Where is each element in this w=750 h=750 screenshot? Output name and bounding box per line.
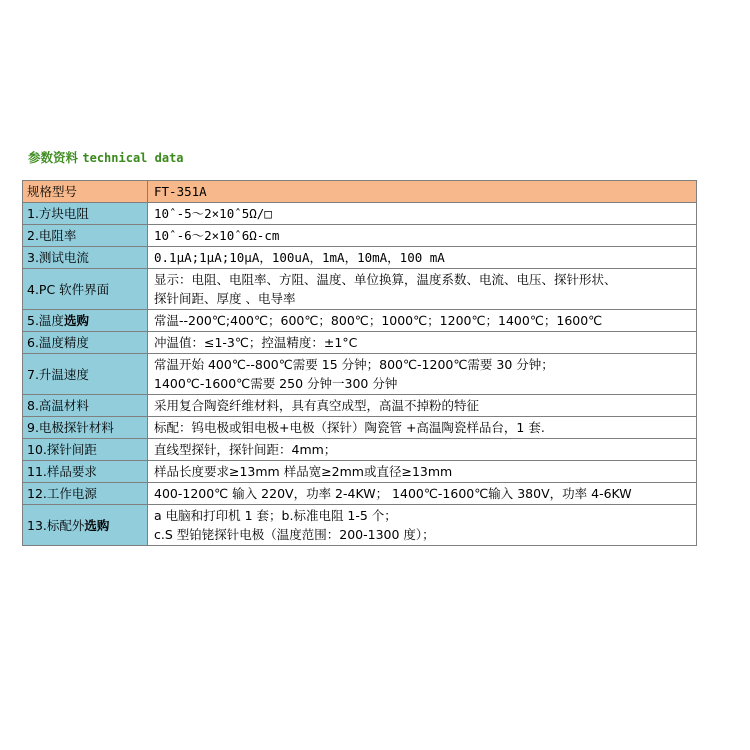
title-zh: 参数资料 [28,150,79,165]
spec-label: 12.工作电源 [23,483,148,505]
spec-row-pc-software [23,269,697,310]
spec-value-line: 样品长度要求≥13mm 样品宽≥2mm或直径≥13mm [154,464,453,479]
spec-value-line: 400-1200℃ 输入 220V，功率 2-4KW； 1400℃-1600℃输入 380V，功率 4-6KW [154,486,632,501]
spec-label-bold: 选购 [84,517,110,533]
spec-label [23,505,148,546]
spec-value [148,439,697,461]
spec-row-sample-requirements [23,461,697,483]
spec-value [148,395,697,417]
spec-value [148,505,697,546]
spec-row-sheet-resistance [23,203,697,225]
spec-label: 9.电极探针材料 [23,417,148,439]
title-en: technical data [82,151,184,165]
spec-label [23,310,148,332]
spec-label: 8.高温材料 [23,395,148,417]
spec-value-line: 0.1μA;1μA;10μA，100uA，1mA，10mA，100 mA [154,250,445,265]
spec-value-line: 探针间距、厚度 、电导率 [154,291,296,306]
spec-row-heating-speed [23,354,697,395]
spec-value [148,332,697,354]
spec-value-line: 1400℃-1600℃需要 250 分钟一300 分钟 [154,376,398,391]
spec-value-line: 显示：电阻、电阻率、方阻、温度、单位换算，温度系数、电流、电压、探针形状、 [154,272,617,287]
spec-value [148,203,697,225]
spec-value [148,269,697,310]
spec-value-line: 10ˆ-6～2×10ˆ6Ω-cm [154,228,280,243]
spec-label-text: 5.温度 [27,313,64,328]
spec-row-power-supply [23,483,697,505]
spec-value [148,483,697,505]
spec-label: 4.PC 软件界面 [23,269,148,310]
spec-value [148,354,697,395]
spec-row-test-current [23,247,697,269]
spec-value-line: c.S 型铂铑探针电极（温度范围：200-1300 度）； [154,527,435,542]
header-label: 规格型号 [23,181,148,203]
spec-label-text: 13.标配外 [27,517,85,533]
spec-label: 1.方块电阻 [23,203,148,225]
spec-value [148,461,697,483]
spec-label: 11.样品要求 [23,461,148,483]
spec-value [148,310,697,332]
spec-value [148,225,697,247]
spec-value-line: 冲温值：≤1-3℃；控温精度：±1°C [154,335,358,350]
spec-header-row [23,181,697,203]
spec-row-temperature-accuracy [23,332,697,354]
spec-label: 10.探针间距 [23,439,148,461]
spec-label: 2.电阻率 [23,225,148,247]
document-title [28,148,184,166]
spec-label-bold: 选购 [63,313,89,328]
spec-label: 6.温度精度 [23,332,148,354]
spec-row-temperature-option [23,310,697,332]
spec-value-line: 10ˆ-5～2×10ˆ5Ω/□ [154,206,272,221]
spec-label: 3.测试电流 [23,247,148,269]
spec-table [22,180,697,546]
spec-row-probe-spacing [23,439,697,461]
spec-value-line: 常温开始 400℃--800℃需要 15 分钟；800℃-1200℃需要 30 分钟； [154,357,554,372]
spec-value-line: a 电脑和打印机 1 套；b.标准电阻 1-5 个； [154,508,397,523]
spec-value-line: 标配：钨电极或钼电极+电极（探针）陶瓷管 +高温陶瓷样品台，1 套. [154,420,545,435]
spec-row-high-temp-material [23,395,697,417]
spec-value [148,417,697,439]
spec-value-line: 直线型探针，探针间距：4mm； [154,442,337,457]
spec-value-line: 常温--200℃;400℃；600℃；800℃；1000℃；1200℃；1400℃；1600℃ [154,313,603,328]
header-value: FT-351A [148,181,697,203]
spec-row-resistivity [23,225,697,247]
spec-row-electrode-material [23,417,697,439]
spec-row-optional-extras [23,505,697,546]
spec-label: 7.升温速度 [23,354,148,395]
spec-value [148,247,697,269]
spec-value-line: 采用复合陶瓷纤维材料，具有真空成型，高温不掉粉的特征 [154,398,480,413]
